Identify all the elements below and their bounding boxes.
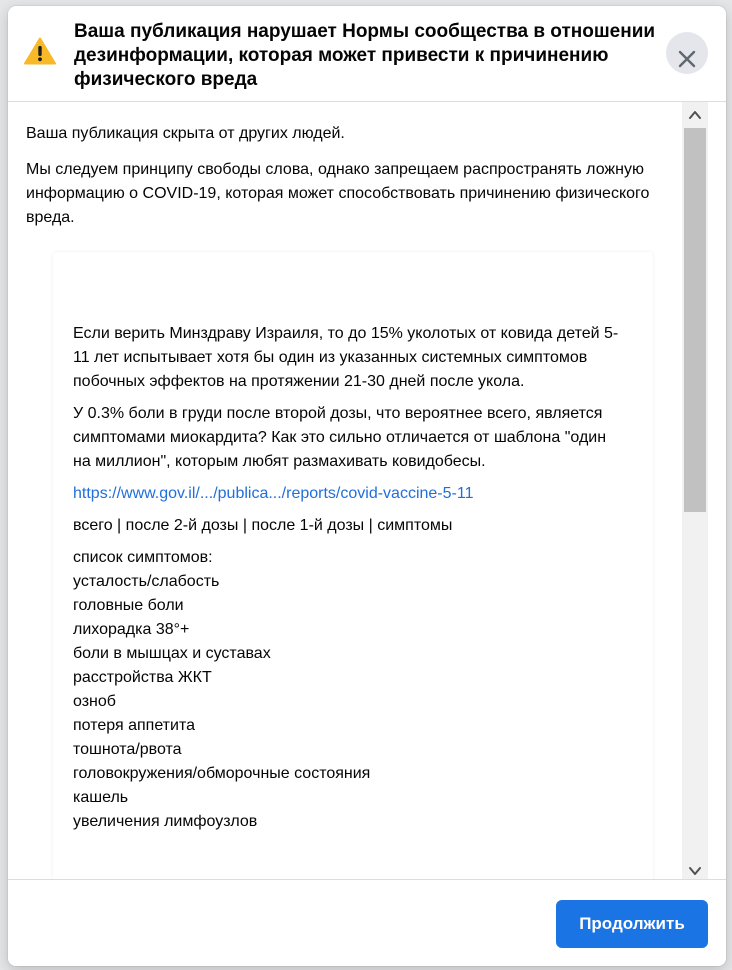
symptom-list-item: расстройства ЖКТ <box>73 669 212 686</box>
hidden-notice: Ваша публикация скрыта от других людей. <box>26 125 345 142</box>
post-preview <box>53 252 653 879</box>
symptom-list-item: озноб <box>73 693 116 710</box>
dialog-header <box>8 6 726 102</box>
symptom-list-item: увеличения лимфоузлов <box>73 813 258 830</box>
continue-button[interactable]: Продолжить <box>556 900 708 948</box>
scroll-up-button[interactable] <box>682 102 708 126</box>
symptom-list-item: головные боли <box>73 597 184 614</box>
post-link[interactable]: https://www.gov.il/.../publica.../reports/covid-vaccine-5-11 <box>73 485 474 502</box>
violation-dialog <box>8 6 726 966</box>
post-paragraph: У 0.3% боли в груди после второй дозы, что вероятнее всего, является симптомами миокардита? Как это сильно отличается от шаблона "один на миллион", которым любят размахивать ковидобесы. <box>73 405 607 470</box>
close-button[interactable] <box>666 32 708 74</box>
post-paragraph: Если верить Минздраву Израиля, то до 15% уколотых от ковида детей 5-11 лет испытывает хотя бы один из указанных системных симптомов побочных эффектов на протяжении 21-30 дней после укола. <box>73 325 619 390</box>
symptom-list-item: головокружения/обморочные состояния <box>73 765 371 782</box>
policy-notice: Мы следуем принципу свободы слова, однако запрещаем распространять ложную информацию о COVID-19, которая может способствовать причинению физического вреда. <box>26 161 650 226</box>
symptom-list-item: усталость/слабость <box>73 573 220 590</box>
symptom-list-item: кашель <box>73 789 129 806</box>
dialog-body[interactable] <box>8 102 726 879</box>
scroll-down-button[interactable] <box>682 859 708 879</box>
warning-triangle-icon <box>24 37 56 65</box>
symptom-list-item: список симптомов: <box>73 549 213 566</box>
symptom-list-item: боли в мышцах и суставах <box>73 645 271 662</box>
symptom-list-item: лихорадка 38°+ <box>73 621 190 638</box>
dialog-footer <box>8 879 726 966</box>
symptom-list-item: тошнота/рвота <box>73 741 182 758</box>
body-scrollbar[interactable] <box>682 102 708 879</box>
scroll-thumb[interactable] <box>684 128 706 512</box>
symptom-list <box>73 546 628 834</box>
dialog-title: Ваша публикация нарушает Нормы сообщества в отношении дезинформации, которая может привести к причинению физического вреда <box>74 21 656 90</box>
symptom-list-item: потеря аппетита <box>73 717 195 734</box>
chevron-up-icon <box>688 102 702 126</box>
post-text <box>73 322 628 834</box>
close-icon <box>677 49 697 69</box>
chevron-down-icon <box>688 861 702 879</box>
post-table-header: всего | после 2-й дозы | после 1-й дозы | симптомы <box>73 517 453 534</box>
